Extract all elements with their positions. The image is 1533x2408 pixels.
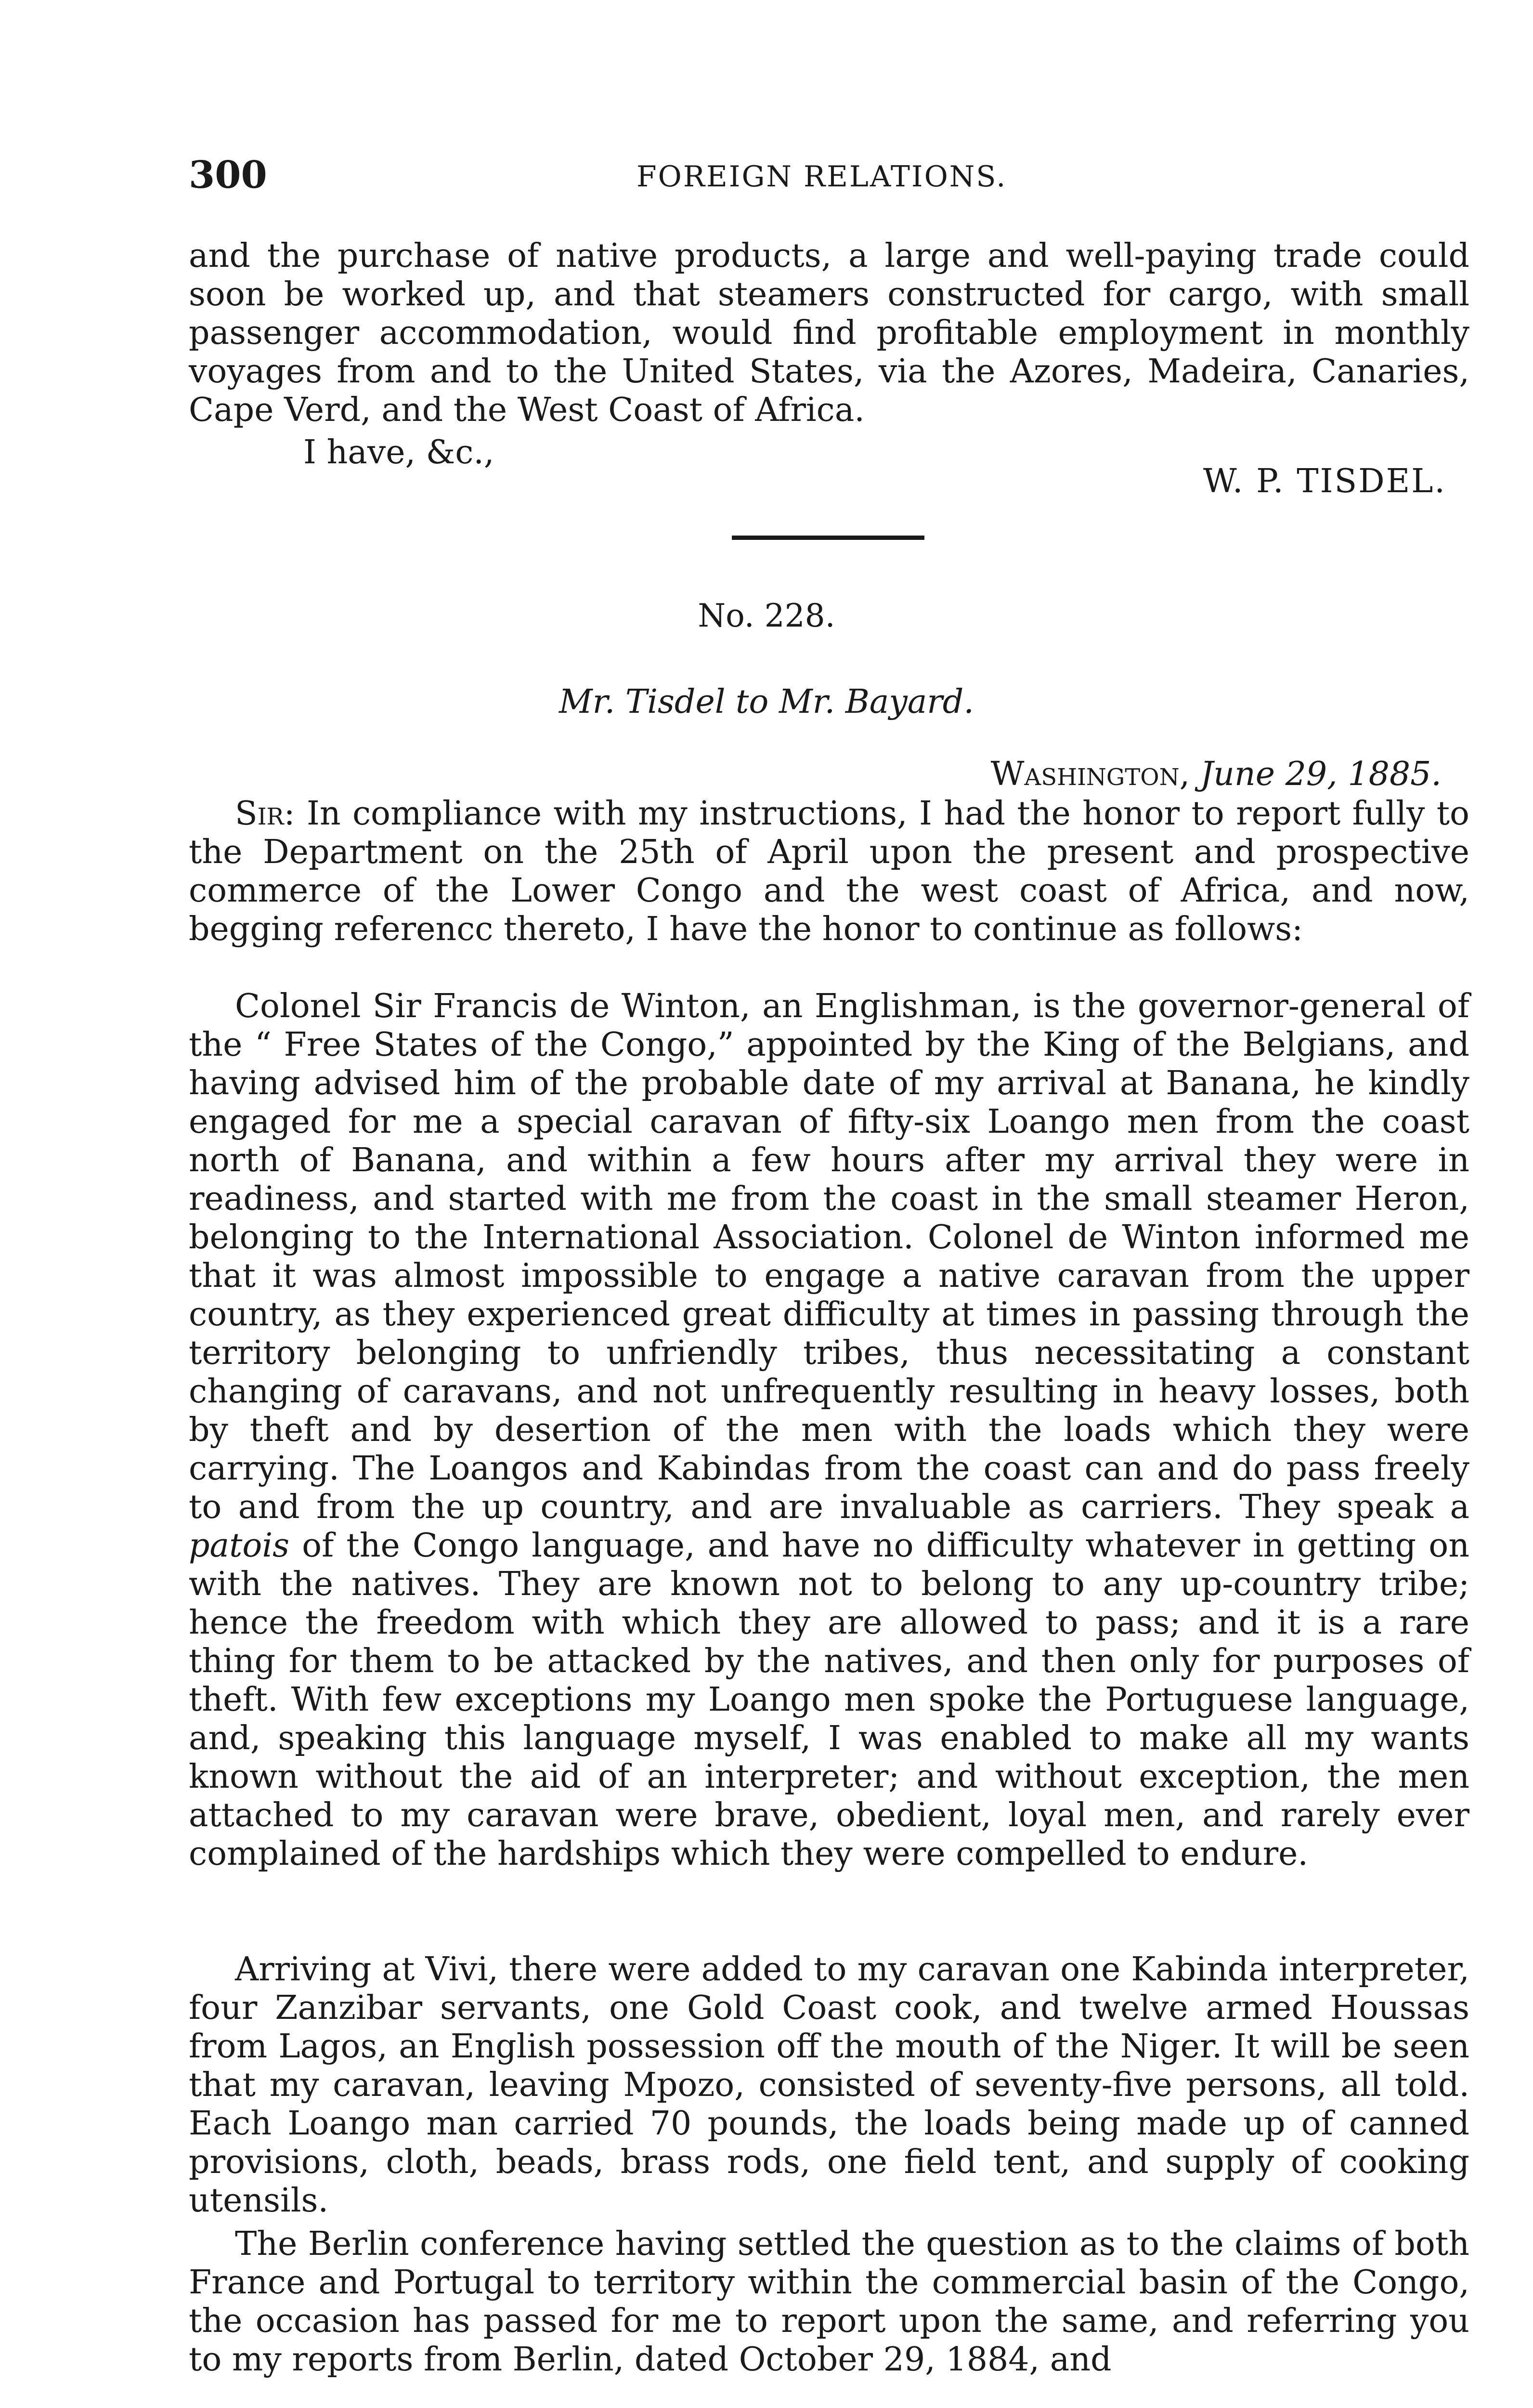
document-title: Mr. Tisdel to Mr. Bayard. [559,683,974,721]
body-paragraph-4 [189,2225,1469,2379]
paragraph-text: Arriving at Vivi, there were added to my caravan one Kabinda interpreter, four Zanzibar servants, one Gold Coast cook, and twelve armed Houssas from Lagos, an English possession off the mouth of the Niger. It will be seen that my caravan, leaving Mpozo, consisted of seventy-five persons, all told. Each Loango man carried 70 pounds, the loads being made up of canned provisions, cloth, beads, brass rods, one field tent, and supply of cooking utensils. [189,1950,1469,2220]
italic-term: patois [189,1527,289,1565]
signature: W. P. TISDEL. [1203,462,1446,500]
paragraph-text: In compliance with my instructions, I had the honor to report fully to the Department on the 25th of April upon the present and prospective commerce of the Lower Congo and the west coast of Africa, and now, begging referencc thereto, I have the honor to continue as follows: [189,795,1469,948]
page-number: 300 [189,153,267,197]
page-header [189,153,1469,201]
salutation: Sir: [235,795,295,833]
running-title: FOREIGN RELATIONS. [637,160,1007,194]
paragraph-text: of the Congo language, and have no difficulty whatever in getting on with the natives. They are known not to belong to any up-country tribe; hence the freedom with which they are allowed to pass; and it is a rare thing for them to be attacked by the natives, and then only for purposes of theft. With few exceptions my Loango men spoke the Portuguese language, and, speaking this language myself, I was enabled to make all my wants known without the aid of an interpreter; and without exception, the men attached to my caravan were brave, obedient, loyal men, and rarely ever complained of the hardships which they were compelled to endure. [189,1527,1469,1873]
body-paragraph-3 [189,1950,1469,2220]
continuation-paragraph: and the purchase of native products, a large and well-paying trade could soon be worked up, and that steamers constructed for cargo, with small passenger accommodation, would find profitable employment in monthly voyages from and to the United States, via the Azores, Madeira, Canaries, Cape Verd, and the West Coast of Africa. [189,237,1469,429]
dateline-place: Washington, [990,755,1190,793]
paragraph-text: The Berlin conference having settled the question as to the claims of both France and Portugal to territory within the commercial basin of the Congo, the occasion has passed for me to report upon the same, and referring you to my reports from Berlin, dated October 29, 1884, and [189,2225,1469,2379]
paragraph-text: Colonel Sir Francis de Winton, an Englishman, is the governor-general of the “ Free States of the Congo,” appointed by the King of the Belgians, and having advised him of the probable date of my arrival at Banana, he kindly engaged for me a special caravan of fifty-six Loango men from the coast north of Banana, and within a few hours after my arrival they were in readiness, and started with me from the coast in the small steamer Heron, belonging to the International Association. Colonel de Winton informed me that it was almost impossible to engage a native caravan from the upper country, as they experienced great difficulty at times in passing through the territory belonging to unfriendly tribes, thus necessitating a constant changing of caravans, and not unfrequently resulting in heavy losses, both by theft and by desertion of the men with the loads which they were carrying. The Loangos and Kabindas from the coast can and do pass freely to and from the up country, and are invaluable as carriers. They speak a [189,987,1469,1526]
body-paragraph-2 [189,987,1469,1873]
document-number: No. 228. [698,597,835,634]
section-divider [732,536,924,540]
dateline-date: June 29, 1885. [1200,755,1442,793]
dateline [991,755,1442,793]
closing-line: I have, &c., [303,433,494,471]
body-paragraph-1 [189,795,1469,949]
